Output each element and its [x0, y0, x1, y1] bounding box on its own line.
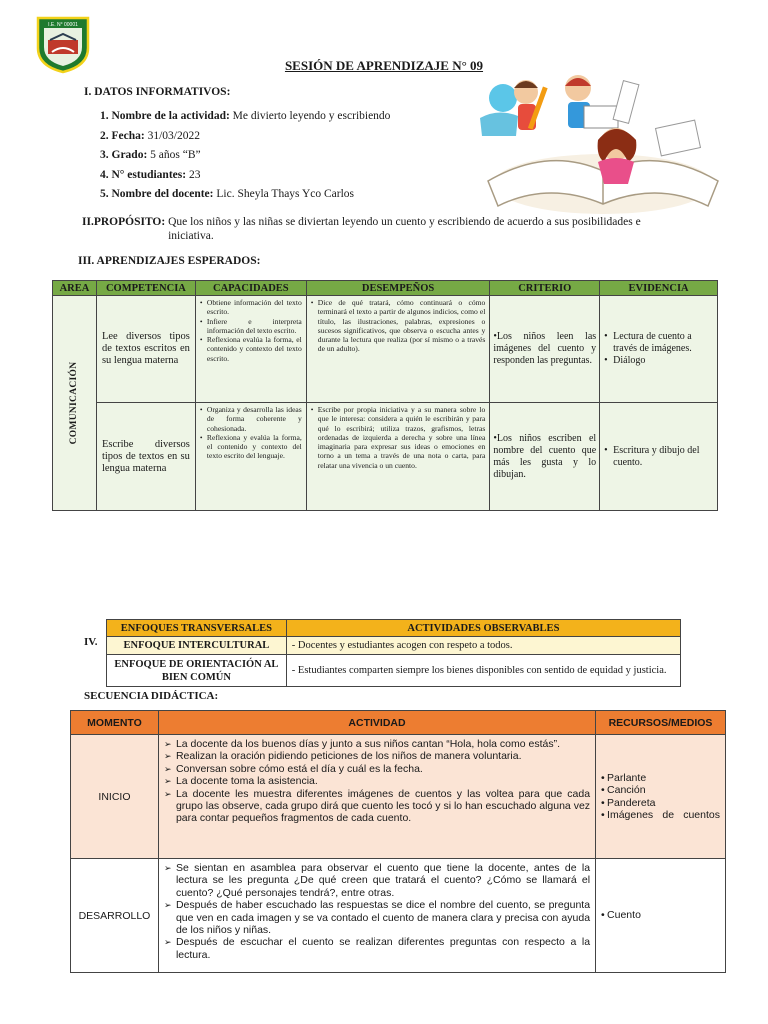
secuencia-header-row: [71, 711, 726, 735]
criterio-cell: •Los niños leen las imágenes del cuento y responden las preguntas.: [490, 296, 600, 403]
evidencia-cell: [600, 296, 718, 403]
header-desempenos: DESEMPEÑOS: [306, 281, 490, 296]
children-reading-illustration: [478, 66, 728, 216]
actividad-cell: [158, 859, 595, 973]
header-area: AREA: [53, 281, 97, 296]
capacidades-cell: [195, 403, 306, 511]
area-cell: [53, 296, 97, 511]
list-item: ➢ La docente les muestra diferentes imágenes de cuentos y las voltea para que cada grupo las observe, cada grupo dirá que cuento les tocó y si lo han escuchado alguna vez para contar pequeños fragmentos de cada cuento.: [164, 788, 590, 825]
datos-item-actividad: 1. Nombre de la actividad: Me divierto leyendo y escribiendo: [100, 110, 391, 122]
list-item: • Organiza y desarrolla las ideas de forma coherente y cohesionada.: [200, 405, 302, 433]
desempenos-cell: [306, 296, 490, 403]
recursos-cell: [596, 859, 726, 973]
list-item: ➢ Conversan sobre cómo está el día y cuál es la fecha.: [164, 763, 590, 775]
list-item: • Lectura de cuento a través de imágenes.: [604, 331, 713, 355]
list-item: • Obtiene información del texto escrito.: [200, 298, 302, 317]
competencia-cell: Escribe diversos tipos de textos en su lengua materna: [96, 403, 195, 511]
competencia-cell: Lee diversos tipos de textos escritos en su lengua materna: [96, 296, 195, 403]
list-item: ➢ Después de escuchar el cuento se realizan diferentes preguntas con respecto a la lectura.: [164, 936, 590, 961]
table-row: [53, 296, 718, 403]
header-actividad: ACTIVIDAD: [158, 711, 595, 735]
session-title: SESIÓN DE APRENDIZAJE N° 09: [284, 58, 484, 73]
datos-item-grado: 3. Grado: 5 años “B”: [100, 149, 201, 161]
list-item: ➢ La docente toma la asistencia.: [164, 775, 590, 787]
list-item: • Infiere e interpreta información del texto escrito.: [200, 317, 302, 336]
evidencia-cell: [600, 403, 718, 511]
list-item: • Imágenes de cuentos: [601, 809, 720, 822]
aprendizajes-table: [52, 280, 718, 511]
table-row: [107, 655, 681, 687]
enfoque-cell: ENFOQUE INTERCULTURAL: [107, 637, 287, 655]
list-item: • Diálogo: [604, 355, 713, 367]
header-evidencia: EVIDENCIA: [600, 281, 718, 296]
datos-heading: I. DATOS INFORMATIVOS:: [84, 86, 231, 98]
header-actividades-observables: ACTIVIDADES OBSERVABLES: [286, 620, 680, 637]
actividad-observable-cell: - Docentes y estudiantes acogen con respeto a todos.: [286, 637, 680, 655]
desempenos-cell: [306, 403, 490, 511]
actividad-observable-cell: - Estudiantes comparten siempre los bienes disponibles con sentido de equidad y justicia.: [286, 655, 680, 687]
enfoque-cell: ENFOQUE DE ORIENTACIÓN AL BIEN COMÚN: [107, 655, 287, 687]
proposito: [82, 215, 682, 243]
enfoques-numeral: IV.: [84, 636, 98, 648]
header-capacidades: CAPACIDADES: [195, 281, 306, 296]
list-item: • Reflexiona y evalúa la forma, el contenido y contexto del texto escrito del lenguaje.: [200, 433, 302, 461]
table-row: [71, 735, 726, 859]
header-competencia: COMPETENCIA: [96, 281, 195, 296]
enfoques-header-row: [107, 620, 681, 637]
logo-emblem-text: I.E. N° 00001: [48, 22, 78, 28]
header-criterio: CRITERIO: [490, 281, 600, 296]
secuencia-table: [70, 710, 726, 973]
datos-item-docente: 5. Nombre del docente: Lic. Sheyla Thays Yco Carlos: [100, 188, 355, 200]
aprendizajes-heading: III. APRENDIZAJES ESPERADOS:: [78, 255, 261, 267]
momento-cell: DESARROLLO: [71, 859, 159, 973]
header-momento: MOMENTO: [71, 711, 159, 735]
list-item: • Canción: [601, 784, 720, 797]
datos-list: [100, 110, 390, 208]
list-item: • Dice de qué tratará, cómo continuará o cómo terminará el texto a partir de algunos indicios, como el título, las ilustraciones, palabras, expresiones o sucesos significativos, que observa o escucha antes y durante la lectura que realiza (por sí mismo o a través de un adulto).: [311, 298, 486, 354]
datos-item-fecha: 2. Fecha: 31/03/2022: [100, 129, 200, 142]
list-item: • Parlante: [601, 772, 720, 785]
enfoques-table: [106, 619, 681, 687]
datos-item-estudiantes: 4. N° estudiantes: 23: [100, 168, 201, 181]
list-item: ➢ Se sientan en asamblea para observar el cuento que tiene la docente, antes de la lectura se les pregunta ¿De qué creen que tratará el cuento? ¿Cómo se llamará el cuento? ¿Qué personajes tendrá?, entre otras.: [164, 862, 590, 899]
recursos-cell: [596, 735, 726, 859]
area-label: COMUNICACIÓN: [69, 361, 80, 445]
capacidades-cell: [195, 296, 306, 403]
criterio-cell: •Los niños escriben el nombre del cuento que más les gusta y lo dibujan.: [490, 403, 600, 511]
actividad-cell: [158, 735, 595, 859]
header-enfoques: ENFOQUES TRANSVERSALES: [107, 620, 287, 637]
secuencia-heading: SECUENCIA DIDÁCTICA:: [84, 690, 219, 702]
proposito-label: II.PROPÓSITO:: [82, 216, 166, 228]
aprendizajes-header-row: [53, 281, 718, 296]
list-item: • Pandereta: [601, 797, 720, 810]
momento-cell: INICIO: [71, 735, 159, 859]
list-item: • Reflexiona evalúa la forma, el contenido y contexto del texto escrito.: [200, 335, 302, 363]
table-row: [53, 403, 718, 511]
list-item: • Escritura y dibujo del cuento.: [604, 445, 713, 469]
table-row: [107, 637, 681, 655]
list-item: ➢ La docente da los buenos días y junto a sus niños cantan “Hola, hola como estás”.: [164, 738, 590, 750]
proposito-text: Que los niños y las niñas se diviertan leyendo un cuento y escribiendo de acuerdo a sus posibilidades e iniciativa.: [168, 216, 641, 242]
header-recursos: RECURSOS/MEDIOS: [596, 711, 726, 735]
list-item: ➢ Después de haber escuchado las respuestas se dice el nombre del cuento, se pregunta que ven en cada imagen y se va contado el cuento de manera clara y precisa con ayuda de los niños y niñas.: [164, 899, 590, 936]
list-item: • Cuento: [601, 909, 720, 922]
list-item: ➢ Realizan la oración pidiendo peticiones de los niños de manera voluntaria.: [164, 750, 590, 762]
list-item: • Escribe por propia iniciativa y a su manera sobre lo que le interesa: considera a quién le escribirán y para qué lo escribirá; utiliza trazos, grafismos, letras ordenadas de izquierda a derecha y sobre una línea imaginaria para expresar sus ideas o emociones en torno a un tema a través de una nota o carta, para relatar una vivencia o un cuento.: [311, 405, 486, 470]
table-row: [71, 859, 726, 973]
